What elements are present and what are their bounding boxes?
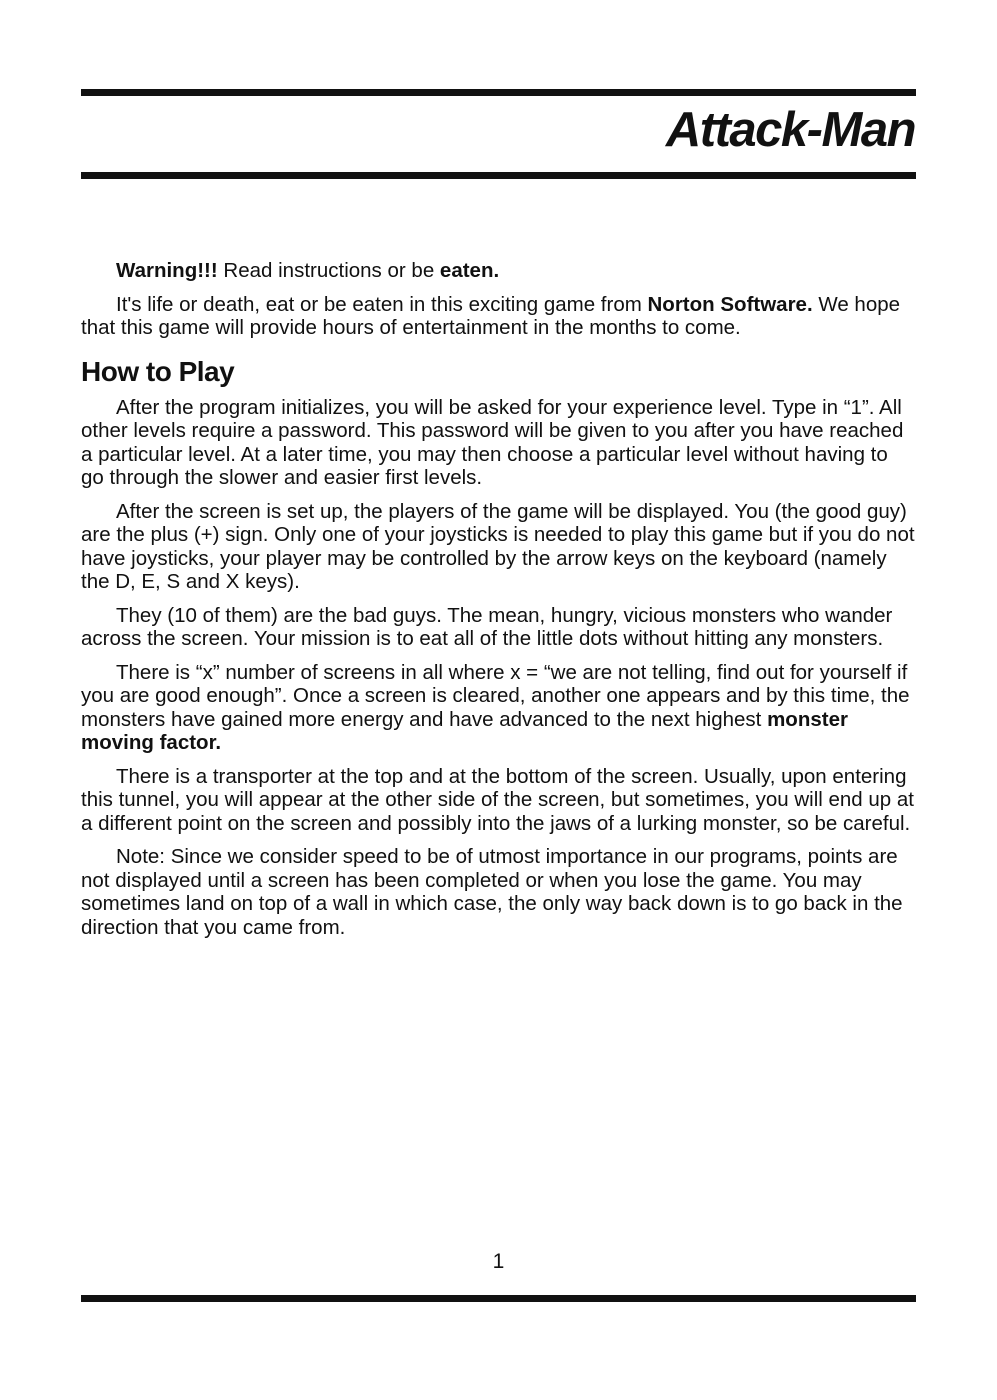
footer-rule [81, 1295, 916, 1302]
paragraph-players: After the screen is set up, the players of the game will be displayed. You (the good guy) are the plus (+) sign. Only one of your joysticks is needed to play this game but if you do not have joysticks, your player may be controlled by the arrow keys on the keyboard (namely the D, E, S and X keys). [81, 499, 915, 593]
warning-emphasis: eaten. [439, 259, 500, 282]
warning-label: Warning!!! [116, 259, 218, 282]
paragraph-transporter: There is a transporter at the top and at the bottom of the screen. Usually, upon entering this tunnel, you will appear at the other side of the screen, but sometimes, you will end up at a different point on the screen and possibly into the jaws of a lurking monster, so be careful. [81, 764, 914, 835]
warning-text: Read instructions or be [217, 259, 440, 282]
monster-moving-factor: monster moving factor. [81, 707, 848, 754]
header-bottom-rule [81, 172, 916, 179]
how-to-play-heading: How to Play [81, 355, 235, 387]
document-body [81, 259, 916, 949]
paragraph-monsters: They (10 of them) are the bad guys. The mean, hungry, vicious monsters who wander across the screen. Your mission is to eat all of the little dots without hitting any monsters. [81, 603, 893, 650]
intro-text-after: We hope that this game will provide hours of entertainment in the months to come. [81, 292, 901, 339]
paragraph-note: Note: Since we consider speed to be of utmost importance in our programs, points are not displayed until a screen has been completed or when you lose the game. You may sometimes land on top of a wall in which case, the only way back down is to go back in the direction that you came from. [81, 845, 903, 939]
intro-text-before: It's life or death, eat or be eaten in this exciting game from [116, 292, 648, 316]
paragraph-screens [81, 661, 916, 755]
intro-paragraph [81, 293, 916, 340]
document-title: Attack-Man [665, 103, 915, 157]
page-number: 1 [492, 1250, 505, 1273]
header-top-rule [81, 89, 916, 96]
company-name: Norton Software. [647, 292, 813, 316]
screens-text: There is “x” number of screens in all where x = “we are not telling, find out for yourself if you are good enough”. Once a screen is cleared, another one appears and by this time, the monsters have gained more energy and have advanced to the next highest [81, 660, 910, 731]
paragraph-experience-level: After the program initializes, you will be asked for your experience level. Type in “1”. All other levels require a password. This password will be given to you after you have reached a particular level. At a later time, you may then choose a particular level without having to go through the slower and easier first levels. [81, 395, 904, 489]
warning-paragraph [81, 259, 916, 283]
